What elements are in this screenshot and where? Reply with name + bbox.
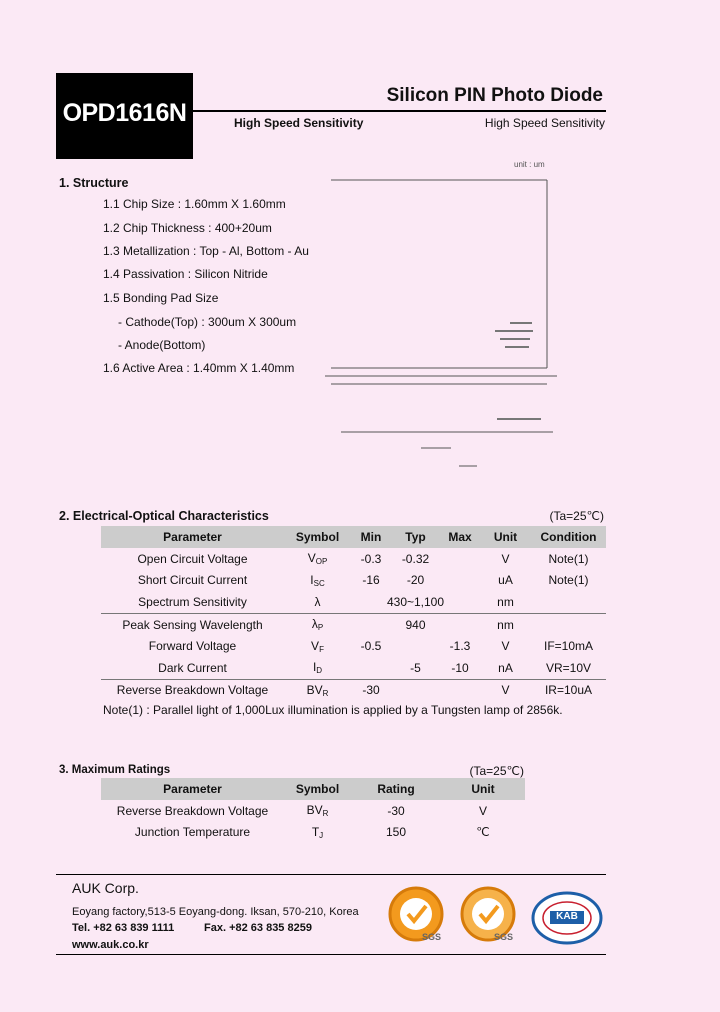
symbol-sub: SC <box>313 578 325 588</box>
col-rating: Rating <box>351 778 441 800</box>
subtitle-right: High Speed Sensitivity <box>484 116 605 130</box>
max-cell: -10 <box>451 660 469 675</box>
kab-label: KAB <box>556 911 578 922</box>
col-symbol: Symbol <box>284 526 351 548</box>
typ-cell: -20 <box>406 573 425 588</box>
structure-item: - Cathode(Top) : 300um X 300um <box>118 315 297 329</box>
param-cell: Reverse Breakdown Voltage <box>101 679 284 701</box>
structure-item: - Anode(Bottom) <box>118 338 206 352</box>
symbol: BV <box>306 803 323 818</box>
symbol-cell <box>284 679 351 701</box>
min-cell <box>351 657 391 679</box>
param-cell: Dark Current <box>158 660 227 675</box>
condition-cell <box>531 613 606 635</box>
condition-cell: IR=10uA <box>531 679 606 701</box>
chip-structure-drawing <box>325 170 615 470</box>
col-condition: Condition <box>531 526 606 548</box>
symbol: I <box>312 660 317 675</box>
symbol-sub: D <box>316 666 323 676</box>
symbol: I <box>310 572 314 587</box>
param-cell: Peak Sensing Wavelength <box>101 613 284 635</box>
ratings-table <box>101 778 525 843</box>
table-row <box>101 591 606 613</box>
unit-cell: uA <box>498 573 513 588</box>
table-row <box>101 613 606 635</box>
page-title: Silicon PIN Photo Diode <box>386 85 603 106</box>
max-cell <box>440 679 480 701</box>
subtitle-left: High Speed Sensitivity <box>234 116 364 130</box>
table-row <box>101 570 606 592</box>
symbol: λ <box>311 617 318 632</box>
col-typ: Typ <box>391 526 440 548</box>
company-name: AUK Corp. <box>72 880 139 896</box>
ratings-heading: 3. Maximum Ratings <box>59 764 171 776</box>
structure-item: 1.4 Passivation : Silicon Nitride <box>103 267 268 281</box>
part-number: OPD1616N <box>62 99 187 127</box>
symbol-cell <box>284 800 351 822</box>
electrical-condition: (Ta=25℃) <box>549 509 604 523</box>
max-cell <box>440 613 480 635</box>
sgs-certification-badge <box>386 884 450 946</box>
col-unit: Unit <box>441 778 525 800</box>
symbol-cell <box>284 822 351 844</box>
unit-cell: V <box>501 639 510 654</box>
min-cell: -30 <box>351 679 391 701</box>
symbol-cell <box>284 635 351 657</box>
sgs-label: SGS <box>422 932 442 942</box>
rating-cell: -30 <box>387 803 405 818</box>
param-cell: Junction Temperature <box>134 825 251 840</box>
company-tel: Tel. +82 63 839 1111 <box>72 922 175 934</box>
unit-cell: V <box>501 551 510 566</box>
symbol: BV <box>306 682 323 697</box>
structure-item: 1.6 Active Area : 1.40mm X 1.40mm <box>103 361 295 375</box>
symbol-sub: R <box>322 809 329 819</box>
param-cell: Spectrum Sensitivity <box>138 594 247 609</box>
table-row <box>101 548 606 570</box>
sgs-certification-badge <box>458 884 522 946</box>
typ-cell <box>391 635 440 657</box>
col-symbol: Symbol <box>284 778 351 800</box>
condition-cell <box>531 591 606 613</box>
electrical-heading: 2. Electrical-Optical Characteristics <box>59 509 269 523</box>
footer-divider-top <box>56 874 606 875</box>
unit-cell: V <box>478 803 487 818</box>
condition-cell: Note(1) <box>548 573 589 588</box>
table-row <box>101 800 525 822</box>
typ-cell: -5 <box>410 660 421 675</box>
col-unit: Unit <box>480 526 531 548</box>
col-parameter: Parameter <box>101 526 284 548</box>
symbol-sub: J <box>319 830 324 840</box>
symbol-cell <box>284 570 351 592</box>
sgs-label: SGS <box>494 932 514 942</box>
symbol: T <box>311 824 320 839</box>
part-number-box <box>56 73 193 159</box>
param-cell: Short Circuit Current <box>137 573 248 588</box>
table-row <box>101 822 525 844</box>
symbol-cell <box>284 548 351 570</box>
condition-cell: IF=10mA <box>543 639 594 654</box>
col-max: Max <box>440 526 480 548</box>
structure-item: 1.3 Metallization : Top - Al, Bottom - Au <box>103 244 309 258</box>
symbol-sub: OP <box>315 557 328 567</box>
typ-cell: 430~1,100 <box>386 594 445 609</box>
unit-cell: nA <box>498 660 513 675</box>
param-cell: Open Circuit Voltage <box>137 551 248 566</box>
symbol-cell <box>284 591 351 613</box>
param-cell: Forward Voltage <box>148 639 237 654</box>
footer-divider-bottom <box>56 954 606 955</box>
rating-cell: 150 <box>385 825 407 840</box>
param-cell: Reverse Breakdown Voltage <box>116 803 269 818</box>
symbol: V <box>311 638 320 653</box>
min-cell: -0.5 <box>360 639 382 654</box>
typ-cell: 940 <box>391 613 440 635</box>
symbol-cell <box>284 613 351 635</box>
max-cell: -1.3 <box>449 639 471 654</box>
unit-cell: V <box>480 679 531 701</box>
electrical-table <box>101 526 606 701</box>
table-row <box>101 635 606 657</box>
symbol: λ <box>314 594 321 609</box>
max-cell <box>440 548 480 570</box>
symbol: V <box>307 551 316 566</box>
unit-cell: nm <box>497 594 514 609</box>
max-cell <box>440 570 480 592</box>
structure-item: 1.1 Chip Size : 1.60mm X 1.60mm <box>103 197 286 211</box>
title-divider <box>193 110 606 112</box>
condition-cell: VR=10V <box>545 660 592 675</box>
company-fax: Fax. +82 63 835 8259 <box>204 922 312 934</box>
col-min: Min <box>351 526 391 548</box>
typ-cell <box>391 679 440 701</box>
min-cell: -0.3 <box>360 551 382 566</box>
table-row <box>101 657 606 679</box>
typ-cell: -0.32 <box>401 551 430 566</box>
condition-cell: Note(1) <box>548 551 589 566</box>
ratings-condition: (Ta=25℃) <box>469 764 524 778</box>
company-address: Eoyang factory,513-5 Eoyang-dong. Iksan, 570-210, Korea <box>72 906 359 918</box>
symbol-sub: F <box>319 644 324 654</box>
symbol-sub: P <box>317 623 324 633</box>
structure-heading: 1. Structure <box>59 176 129 190</box>
min-cell: -16 <box>362 573 380 588</box>
col-parameter: Parameter <box>101 778 284 800</box>
unit-cell: ℃ <box>476 825 490 840</box>
kab-certification-badge <box>530 890 604 946</box>
structure-item: 1.5 Bonding Pad Size <box>103 291 219 305</box>
company-website[interactable]: www.auk.co.kr <box>72 939 149 951</box>
symbol-cell <box>284 657 351 679</box>
unit-cell: nm <box>480 613 531 635</box>
electrical-note: Note(1) : Parallel light of 1,000Lux illumination is applied by a Tungsten lamp of 2856k. <box>103 703 563 717</box>
min-cell <box>351 613 391 635</box>
table-row <box>101 679 606 701</box>
symbol-sub: R <box>322 688 329 698</box>
structure-item: 1.2 Chip Thickness : 400+20um <box>103 221 272 235</box>
drawing-unit-label: unit : um <box>514 160 545 169</box>
